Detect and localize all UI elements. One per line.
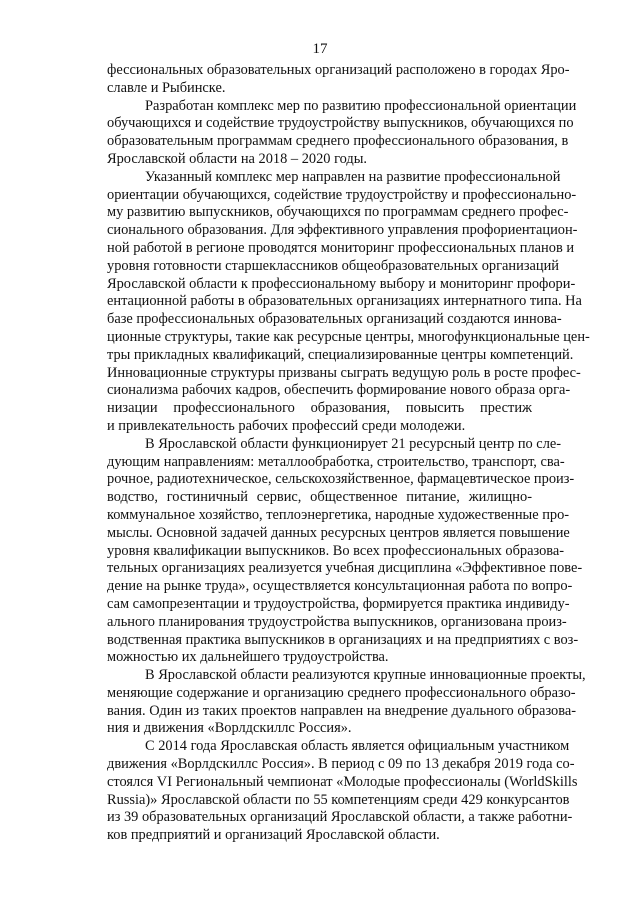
text-line: базе профессиональных образовательных организаций создаются иннова- bbox=[107, 311, 562, 328]
text-line: Указанный комплекс мер направлен на развитие профессиональной bbox=[145, 168, 561, 185]
text-line: фессиональных образовательных организаций расположено в городах Яро- bbox=[107, 62, 570, 78]
text-line: ной работой в регионе проводятся мониторинг профессиональных планов и bbox=[107, 239, 575, 256]
text-line: сионального образования. Для эффективного управления профориентацион- bbox=[107, 222, 578, 239]
text-line: меняющие содержание и организацию среднего профессионального образо- bbox=[107, 684, 576, 701]
text-line: Разработан комплекс мер по развитию профессиональной ориентации bbox=[145, 97, 577, 114]
text-line: уровня готовности старшеклассников общеобразовательных организаций bbox=[107, 257, 559, 274]
text-line: мыслы. Основной задачей данных ресурсных центров является повышение bbox=[107, 524, 570, 541]
text-line: дующим направлениям: металлообработка, строительство, транспорт, сва- bbox=[107, 453, 565, 470]
text-line: В Ярославской области реализуются крупные инновационные проекты, bbox=[145, 667, 586, 684]
text-line: ков предприятий и организаций Ярославской области. bbox=[107, 827, 440, 844]
text-line: ционные структуры, такие как ресурсные центры, многофункциональные цен- bbox=[107, 328, 590, 345]
text-line: коммунальное хозяйство, теплоэнергетика, народные художественные про- bbox=[107, 506, 570, 523]
text-line: стоялся VI Региональный чемпионат «Молодые профессионалы (WorldSkills bbox=[107, 773, 578, 790]
text-line: водство, гостиничный сервис, общественное питание, жилищно- bbox=[107, 489, 532, 506]
text-line: движения «Ворлдскиллс Россия». В период с 09 по 13 декабря 2019 года со- bbox=[107, 756, 575, 773]
text-line: из 39 образовательных организаций Ярославской области, а также работни- bbox=[107, 809, 573, 826]
text-line: Russia)» Ярославской области по 55 компетенциям среди 429 конкурсантов bbox=[107, 791, 570, 808]
text-line: можностью их дальнейшего трудоустройства. bbox=[107, 649, 389, 666]
paragraph bbox=[107, 168, 590, 436]
text-line: сионализма рабочих кадров, обеспечить формирование нового образа орга- bbox=[107, 382, 571, 399]
text-line: низации профессионального образования, повысить престиж bbox=[107, 400, 532, 417]
paragraph bbox=[107, 667, 586, 738]
document-body bbox=[107, 62, 590, 845]
text-line: ального планирования трудоустройства выпускников, организована произ- bbox=[107, 613, 567, 630]
text-line: уровня квалификации выпускников. Во всех профессиональных образова- bbox=[107, 542, 565, 559]
text-line: славле и Рыбинске. bbox=[107, 79, 226, 96]
paragraph bbox=[107, 97, 577, 169]
text-line: обучающихся и содействие трудоустройству выпускников, обучающихся по bbox=[107, 115, 574, 132]
text-line: Ярославской области к профессиональному выбору и мониторинг профори- bbox=[107, 275, 576, 292]
text-line: ориентации обучающихся, содействие трудоустройству и профессионально- bbox=[107, 186, 577, 203]
text-line: вания. Один из таких проектов направлен на внедрение дуального образова- bbox=[107, 702, 577, 719]
paragraph bbox=[107, 435, 583, 667]
text-line: ентационной работы в образовательных организациях интернатного типа. На bbox=[107, 293, 582, 310]
text-line: образовательным программам среднего профессионального образования, в bbox=[107, 133, 569, 150]
paragraph bbox=[107, 738, 578, 845]
text-line: водственная практика выпускников в организациях и на предприятиях с воз- bbox=[107, 631, 579, 648]
text-line: му развитию выпускников, обучающихся по программам среднего профес- bbox=[107, 204, 569, 221]
text-line: С 2014 года Ярославская область является официальным участником bbox=[145, 738, 570, 755]
text-line: Инновационные структуры призваны сыграть ведущую роль в росте профес- bbox=[107, 364, 581, 381]
text-line: и привлекательность рабочих профессий среди молодежи. bbox=[107, 417, 466, 434]
text-line: ния и движения «Ворлдскиллс Россия». bbox=[107, 720, 352, 737]
page-number: 17 bbox=[312, 41, 328, 57]
text-line: тры прикладных квалификаций, специализированные центры компетенций. bbox=[107, 346, 574, 363]
text-line: рочное, радиотехническое, сельскохозяйственное, фармацевтическое произ- bbox=[107, 471, 575, 488]
paragraph bbox=[107, 62, 570, 98]
text-line: В Ярославской области функционирует 21 ресурсный центр по сле- bbox=[145, 435, 562, 452]
text-line: тельных организациях реализуется учебная дисциплина «Эффективное пове- bbox=[107, 560, 583, 577]
text-line: Ярославской области на 2018 – 2020 годы. bbox=[107, 150, 368, 167]
text-line: дение на рынке труда», осуществляется консультационная работа по вопро- bbox=[107, 578, 573, 595]
text-line: сам самопрезентации и трудоустройства, формируется практика индивиду- bbox=[107, 595, 570, 612]
